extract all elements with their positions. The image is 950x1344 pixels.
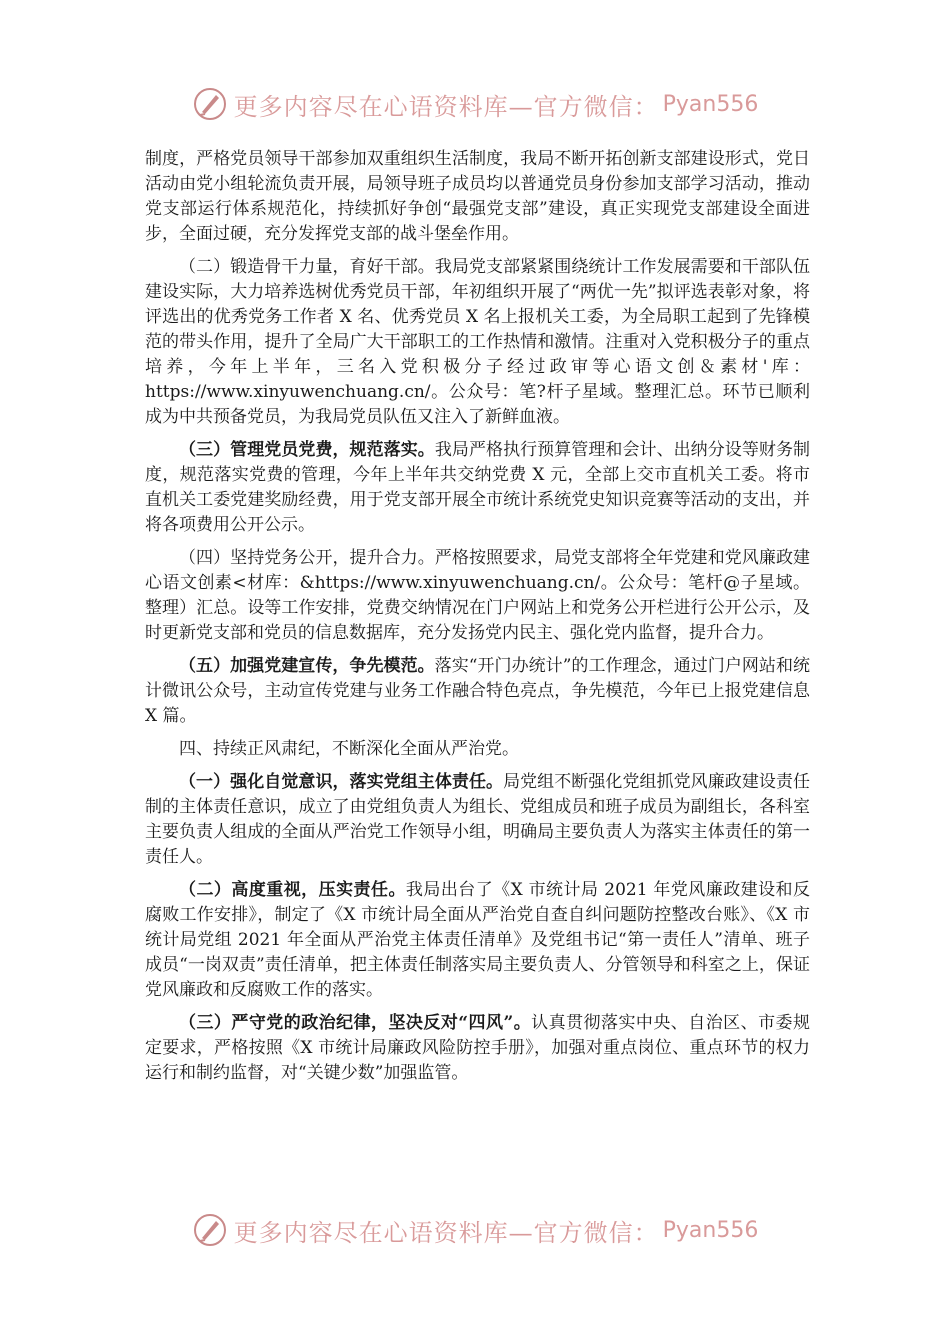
banner-wechat-id: Pyan556	[662, 91, 759, 117]
paragraph-3: （三）管理党员党费，规范落实。我局严格执行预算管理和会计、出纳分设等财务制度，规范落实党费的管理，今年上半年共交纳党费 X 元，全部上交市直机关工委。将市直机关工委党建奖励经费，用于党支部开展全市统计系统党史知识竞赛等活动的支出，并将各项费用公开公示。	[145, 440, 811, 535]
document-body	[145, 147, 810, 1094]
paragraph-7-heading: （一）强化自觉意识，落实党组主体责任。	[179, 772, 504, 792]
quill-logo-icon	[192, 1212, 228, 1248]
paragraph-3-heading: （三）管理党员党费，规范落实。	[179, 440, 435, 460]
paragraph-7: （一）强化自觉意识，落实党组主体责任。局党组不断强化党组抓党风廉政建设责任制的主体责任意识，成立了由党组负责人为组长、党组成员和班子成员为副组长，各科室主要负责人组成的全面从严治党工作领导小组，明确局主要负责人为落实主体责任的第一责任人。	[145, 772, 811, 867]
section-heading-4: 四、持续正风肃纪，不断深化全面从严治党。	[179, 739, 519, 759]
header-watermark-banner	[0, 84, 950, 124]
paragraph-8-heading: （二）高度重视，压实责任。	[179, 880, 406, 900]
paragraph-2: （二）锻造骨干力量，育好干部。我局党支部紧紧围绕统计工作发展需要和干部队伍建设实际，大力培养选树优秀党员干部，年初组织开展了“两优一先”拟评选表彰对象，将评选出的优秀党务工作者 X 名、优秀党员 X 名上报机关工委，为全局职工起到了先锋模范的带头作用，提升了全局广大干部职工的工作热情和激情。注重对入党积极分子的重点培养，今年上半年，三名入党积极分子经过政审等心语文创＆素材'库：https://www.xinyuwenchuang.cn/。公众号：笔?杆子星域。整理汇总。环节已顺利成为中共预备党员，为我局党员队伍又注入了新鲜血液。	[145, 257, 810, 427]
paragraph-9: （三）严守党的政治纪律，坚决反对“四风”。认真贯彻落实中央、自治区、市委规定要求，严格按照《X 市统计局廉政风险防控手册》，加强对重点岗位、重点环节的权力运行和制约监督，对“关键少数”加强监管。	[145, 1013, 811, 1083]
paragraph-5-heading: （五）加强党建宣传，争先模范。	[179, 656, 435, 676]
banner-wechat-id: Pyan556	[662, 1217, 759, 1243]
banner-text: 更多内容尽在心语资料库—官方微信：	[233, 1218, 659, 1247]
paragraph-1: 制度，严格党员领导干部参加双重组织生活制度，我局不断开拓创新支部建设形式，党日活动由党小组轮流负责开展，局领导班子成员均以普通党员身份参加支部学习活动，推动党支部运行体系规范化，持续抓好争创“最强党支部”建设，真正实现党支部建设全面进步，全面过硬，充分发挥党支部的战斗堡垒作用。	[145, 149, 810, 244]
banner-text: 更多内容尽在心语资料库—官方微信：	[233, 92, 659, 121]
paragraph-5: （五）加强党建宣传，争先模范。落实“开门办统计”的工作理念，通过门户网站和统计微讯公众号，主动宣传党建与业务工作融合特色亮点，争先模范，今年已上报党建信息 X 篇。	[145, 656, 810, 726]
paragraph-4: （四）坚持党务公开，提升合力。严格按照要求，局党支部将全年党建和党风廉政建心语文创素<材库：&https://www.xinyuwenchuang.cn/。公众号：笔杆@子星域。整理）汇总。设等工作安排，党费交纳情况在门户网站上和党务公开栏进行公开公示，及时更新党支部和党员的信息数据库，充分发扬党内民主、强化党内监督，提升合力。	[145, 548, 810, 643]
paragraph-8: （二）高度重视，压实责任。我局出台了《X 市统计局 2021 年党风廉政建设和反腐败工作安排》，制定了《X 市统计局全面从严治党自查自纠问题防控整改台账》、《X 市统计局党组 2021 年全面从严治党主体责任清单》及党组书记“第一责任人”清单、班子成员“一岗双责”责任清单，把主体责任制落实局主要负责人、分管领导和科室之上，保证党风廉政和反腐败工作的落实。	[145, 880, 811, 1000]
paragraph-9-heading: （三）严守党的政治纪律，坚决反对“四风”。	[179, 1013, 532, 1033]
footer-watermark-banner	[0, 1210, 950, 1250]
quill-logo-icon	[192, 86, 228, 122]
